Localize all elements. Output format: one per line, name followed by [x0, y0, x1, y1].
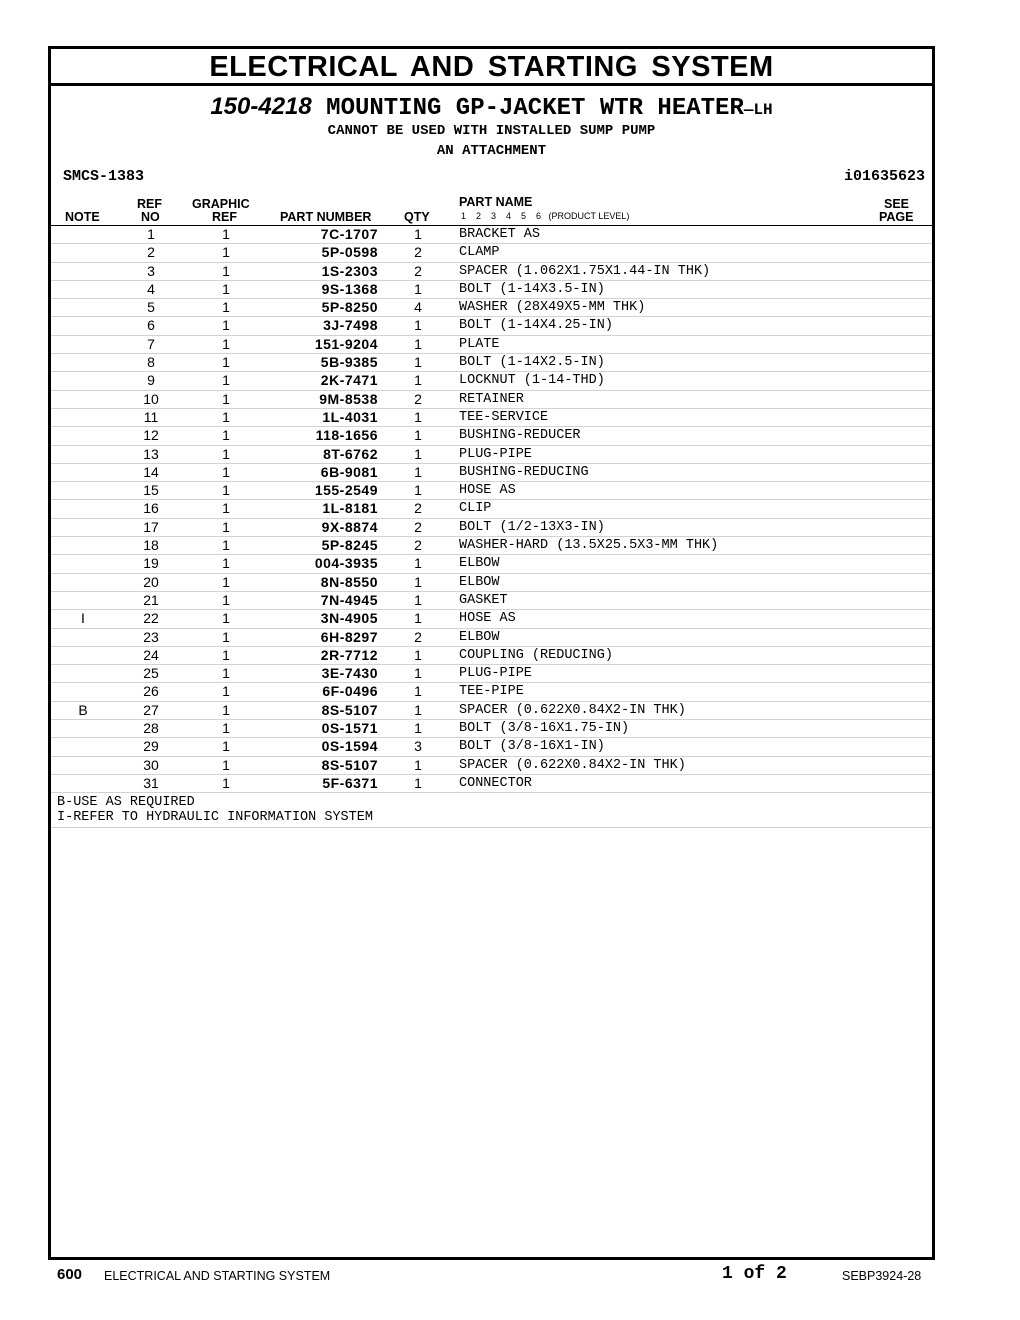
part-name-cell: CLIP	[459, 501, 492, 517]
part-name-cell: HOSE AS	[459, 611, 516, 627]
graphic-ref-cell: 1	[222, 390, 230, 407]
qty-cell: 2	[414, 390, 422, 407]
table-row	[51, 647, 932, 665]
col-graphic-top: GRAPHIC	[192, 197, 250, 211]
graphic-ref-cell: 1	[222, 244, 230, 261]
subtitle-line-1: CANNOT BE USED WITH INSTALLED SUMP PUMP	[327, 123, 656, 139]
ref-cell: 19	[143, 555, 159, 572]
table-row	[51, 391, 932, 409]
qty-cell: 1	[414, 683, 422, 700]
part-name-cell: BOLT (3/8-16X1.75-IN)	[459, 721, 630, 737]
table-row	[51, 738, 932, 756]
part-name-cell: HOSE AS	[459, 483, 516, 499]
graphic-ref-cell: 1	[222, 555, 230, 572]
part-number-cell: 3E-7430	[321, 665, 378, 682]
table-row	[51, 720, 932, 738]
qty-cell: 1	[414, 701, 422, 718]
ref-cell: 8	[147, 354, 155, 371]
parts-page-frame	[48, 46, 935, 1260]
ref-cell: 31	[143, 774, 159, 791]
qty-cell: 2	[414, 244, 422, 261]
part-number-cell: 8N-8550	[320, 573, 378, 590]
graphic-ref-cell: 1	[222, 537, 230, 554]
col-part-number: PART NUMBER	[280, 210, 372, 224]
ref-cell: 28	[143, 720, 159, 737]
ref-cell: 30	[143, 756, 159, 773]
graphic-ref-cell: 1	[222, 701, 230, 718]
qty-cell: 1	[414, 226, 422, 242]
graphic-ref-cell: 1	[222, 427, 230, 444]
table-row	[51, 427, 932, 445]
part-number-cell: 0S-1594	[321, 738, 378, 755]
qty-cell: 2	[414, 500, 422, 517]
part-name-cell: PLUG-PIPE	[459, 666, 532, 682]
part-number-cell: 9M-8538	[319, 390, 378, 407]
part-number-cell: 1L-8181	[322, 500, 378, 517]
table-row	[51, 629, 932, 647]
footer-page-number: 600	[57, 1266, 83, 1283]
ref-cell: 17	[143, 518, 159, 535]
part-number-cell: 6H-8297	[320, 628, 378, 645]
subtitle-line-2: AN ATTACHMENT	[436, 143, 547, 159]
col-ref-top: REF	[137, 197, 162, 211]
footer-section-title: ELECTRICAL AND STARTING SYSTEM	[104, 1269, 331, 1283]
illustration-id: i01635623	[843, 168, 925, 185]
part-number-cell: 8S-5107	[321, 701, 378, 718]
part-number-cell: 9X-8874	[321, 518, 378, 535]
table-row	[51, 464, 932, 482]
qty-cell: 1	[414, 591, 422, 608]
table-row	[51, 702, 932, 720]
graphic-ref-cell: 1	[222, 628, 230, 645]
col-note: NOTE	[65, 210, 100, 224]
part-name-cell: WASHER (28X49X5-MM THK)	[459, 300, 646, 316]
part-number-cell: 5P-8245	[321, 537, 378, 554]
part-number-cell: 5F-6371	[322, 774, 378, 791]
part-name-cell: BUSHING-REDUCER	[459, 428, 581, 444]
col-product-levels: 1 2 3 4 5 6 (PRODUCT LEVEL)	[461, 211, 630, 221]
graphic-ref-cell: 1	[222, 738, 230, 755]
graphic-ref-cell: 1	[222, 500, 230, 517]
ref-cell: 13	[143, 445, 159, 462]
qty-cell: 1	[414, 427, 422, 444]
qty-cell: 1	[414, 335, 422, 352]
graphic-ref-cell: 1	[222, 774, 230, 791]
part-name-cell: BOLT (1-14X2.5-IN)	[459, 355, 605, 371]
qty-cell: 2	[414, 262, 422, 279]
part-name-cell: LOCKNUT (1-14-THD)	[459, 373, 605, 389]
table-row	[51, 354, 932, 372]
graphic-ref-cell: 1	[222, 372, 230, 389]
graphic-ref-cell: 1	[222, 720, 230, 737]
part-name-cell: BOLT (3/8-16X1-IN)	[459, 739, 605, 755]
part-name-cell: PLUG-PIPE	[459, 446, 532, 462]
part-name-cell: WASHER-HARD (13.5X25.5X3-MM THK)	[459, 538, 719, 554]
part-number-cell: 1S-2303	[321, 262, 378, 279]
part-name-cell: ELBOW	[459, 556, 500, 572]
ref-cell: 11	[143, 408, 159, 425]
qty-cell: 1	[414, 720, 422, 737]
part-name-cell: ELBOW	[459, 629, 500, 645]
part-number-cell: 3N-4905	[320, 610, 378, 627]
part-name-cell: BOLT (1/2-13X3-IN)	[459, 519, 605, 535]
group-name: MOUNTING GP-JACKET WTR HEATER	[326, 95, 744, 122]
ref-cell: 12	[143, 427, 159, 444]
col-graphic-bottom: REF	[212, 210, 237, 224]
qty-cell: 2	[414, 518, 422, 535]
part-name-cell: GASKET	[459, 592, 508, 608]
ref-cell: 9	[147, 372, 155, 389]
table-row	[51, 372, 932, 390]
part-number-cell: 118-1656	[315, 427, 378, 444]
table-row	[51, 281, 932, 299]
part-number-cell: 9S-1368	[321, 280, 378, 297]
part-name-cell: BOLT (1-14X3.5-IN)	[459, 281, 605, 297]
qty-cell: 3	[414, 738, 422, 755]
qty-cell: 4	[414, 299, 422, 316]
graphic-ref-cell: 1	[222, 262, 230, 279]
graphic-ref-cell: 1	[222, 335, 230, 352]
graphic-ref-cell: 1	[222, 463, 230, 480]
col-qty: QTY	[404, 210, 430, 224]
ref-cell: 25	[143, 665, 159, 682]
part-name-cell: TEE-PIPE	[459, 684, 524, 700]
table-row	[51, 665, 932, 683]
graphic-ref-cell: 1	[222, 354, 230, 371]
qty-cell: 1	[414, 756, 422, 773]
qty-cell: 1	[414, 555, 422, 572]
table-row	[51, 299, 932, 317]
table-row	[51, 555, 932, 573]
table-row	[51, 574, 932, 592]
ref-cell: 4	[147, 280, 155, 297]
ref-cell: 7	[147, 335, 155, 352]
graphic-ref-cell: 1	[222, 573, 230, 590]
qty-cell: 1	[414, 482, 422, 499]
ref-cell: 6	[147, 317, 155, 334]
part-name-cell: BRACKET AS	[459, 227, 541, 242]
graphic-ref-cell: 1	[222, 683, 230, 700]
table-row	[51, 446, 932, 464]
note-cell: I	[81, 610, 85, 627]
table-row	[51, 409, 932, 427]
ref-cell: 26	[143, 683, 159, 700]
col-see-top: SEE	[884, 197, 910, 211]
ref-cell: 10	[143, 390, 159, 407]
ref-cell: 29	[143, 738, 159, 755]
table-row	[51, 757, 932, 775]
table-row	[51, 244, 932, 262]
qty-cell: 1	[414, 408, 422, 425]
graphic-ref-cell: 1	[222, 518, 230, 535]
table-row	[51, 537, 932, 555]
graphic-ref-cell: 1	[222, 408, 230, 425]
part-name-cell: SPACER (1.062X1.75X1.44-IN THK)	[459, 263, 711, 279]
part-number-cell: 5P-0598	[321, 244, 378, 261]
qty-cell: 1	[414, 317, 422, 334]
part-name-cell: CLAMP	[459, 245, 500, 261]
page-footer	[0, 1266, 1020, 1288]
qty-cell: 1	[414, 280, 422, 297]
table-row	[51, 775, 932, 793]
table-row	[51, 500, 932, 518]
group-suffix: —LH	[743, 101, 773, 119]
qty-cell: 1	[414, 610, 422, 627]
col-see-bottom: PAGE	[879, 210, 914, 224]
part-name-cell: RETAINER	[459, 391, 524, 407]
ref-cell: 2	[147, 244, 155, 261]
parts-table-body	[51, 226, 932, 828]
part-name-cell: PLATE	[459, 336, 500, 352]
table-row	[51, 592, 932, 610]
part-number-cell: 155-2549	[314, 482, 378, 499]
ref-cell: 1	[147, 226, 155, 242]
graphic-ref-cell: 1	[222, 610, 230, 627]
part-number-cell: 8S-5107	[321, 756, 378, 773]
table-row	[51, 683, 932, 701]
table-row	[51, 317, 932, 335]
part-number-cell: 2K-7471	[320, 372, 378, 389]
qty-cell: 1	[414, 646, 422, 663]
ref-cell: 24	[143, 646, 159, 663]
graphic-ref-cell: 1	[222, 445, 230, 462]
table-header	[51, 193, 932, 226]
group-title	[51, 93, 932, 124]
note-cell: B	[78, 701, 88, 718]
part-name-cell: TEE-SERVICE	[459, 409, 549, 425]
col-part-name: PART NAME	[459, 195, 533, 209]
ref-cell: 27	[143, 701, 159, 718]
part-number-cell: 004-3935	[314, 555, 378, 572]
part-name-cell: SPACER (0.622X0.84X2-IN THK)	[459, 757, 686, 773]
graphic-ref-cell: 1	[222, 591, 230, 608]
group-number: 150-4218	[210, 93, 312, 120]
ref-cell: 20	[143, 573, 159, 590]
ref-cell: 15	[143, 482, 159, 499]
ref-cell: 21	[143, 591, 159, 608]
col-ref-bottom: NO	[141, 210, 160, 224]
smcs-code: SMCS-1383	[63, 168, 145, 185]
footer-doc-id: SEBP3924-28	[842, 1269, 922, 1283]
part-number-cell: 5B-9385	[320, 354, 378, 371]
qty-cell: 2	[414, 537, 422, 554]
ref-cell: 3	[147, 262, 155, 279]
part-number-cell: 7C-1707	[320, 226, 378, 242]
graphic-ref-cell: 1	[222, 299, 230, 316]
part-number-cell: 0S-1571	[321, 720, 378, 737]
system-title: ELECTRICAL AND STARTING SYSTEM	[51, 49, 932, 86]
qty-cell: 1	[414, 354, 422, 371]
graphic-ref-cell: 1	[222, 646, 230, 663]
graphic-ref-cell: 1	[222, 280, 230, 297]
graphic-ref-cell: 1	[222, 317, 230, 334]
part-name-cell: ELBOW	[459, 574, 500, 590]
footnote-b: B-USE AS REQUIRED	[57, 795, 195, 811]
ref-cell: 23	[143, 628, 159, 645]
part-number-cell: 151-9204	[314, 335, 378, 352]
qty-cell: 1	[414, 463, 422, 480]
table-row	[51, 610, 932, 628]
footer-page-of: 1 of 2	[722, 1264, 787, 1284]
ref-cell: 14	[143, 463, 159, 480]
table-row	[51, 336, 932, 354]
qty-cell: 2	[414, 628, 422, 645]
part-name-cell: COUPLING (REDUCING)	[459, 647, 613, 663]
qty-cell: 1	[414, 774, 422, 791]
part-number-cell: 7N-4945	[320, 591, 378, 608]
qty-cell: 1	[414, 665, 422, 682]
part-number-cell: 5P-8250	[321, 299, 378, 316]
table-row	[51, 519, 932, 537]
graphic-ref-cell: 1	[222, 482, 230, 499]
part-name-cell: BUSHING-REDUCING	[459, 464, 589, 480]
graphic-ref-cell: 1	[222, 665, 230, 682]
ref-cell: 5	[147, 299, 155, 316]
part-name-cell: BOLT (1-14X4.25-IN)	[459, 318, 613, 334]
part-number-cell: 2R-7712	[320, 646, 378, 663]
qty-cell: 1	[414, 372, 422, 389]
part-name-cell: SPACER (0.622X0.84X2-IN THK)	[459, 702, 686, 718]
graphic-ref-cell: 1	[222, 756, 230, 773]
part-number-cell: 6B-9081	[320, 463, 378, 480]
part-number-cell: 3J-7498	[323, 317, 378, 334]
ref-cell: 22	[143, 610, 159, 627]
table-row	[51, 263, 932, 281]
ref-cell: 16	[143, 500, 159, 517]
part-number-cell: 1L-4031	[322, 408, 378, 425]
graphic-ref-cell: 1	[222, 226, 230, 242]
table-row	[51, 226, 932, 244]
qty-cell: 1	[414, 445, 422, 462]
part-number-cell: 8T-6762	[323, 445, 378, 462]
qty-cell: 1	[414, 573, 422, 590]
footnotes	[51, 793, 932, 828]
footnote-i: I-REFER TO HYDRAULIC INFORMATION SYSTEM	[57, 810, 373, 826]
part-name-cell: CONNECTOR	[459, 775, 532, 791]
part-number-cell: 6F-0496	[322, 683, 378, 700]
table-row	[51, 482, 932, 500]
ref-cell: 18	[143, 537, 159, 554]
